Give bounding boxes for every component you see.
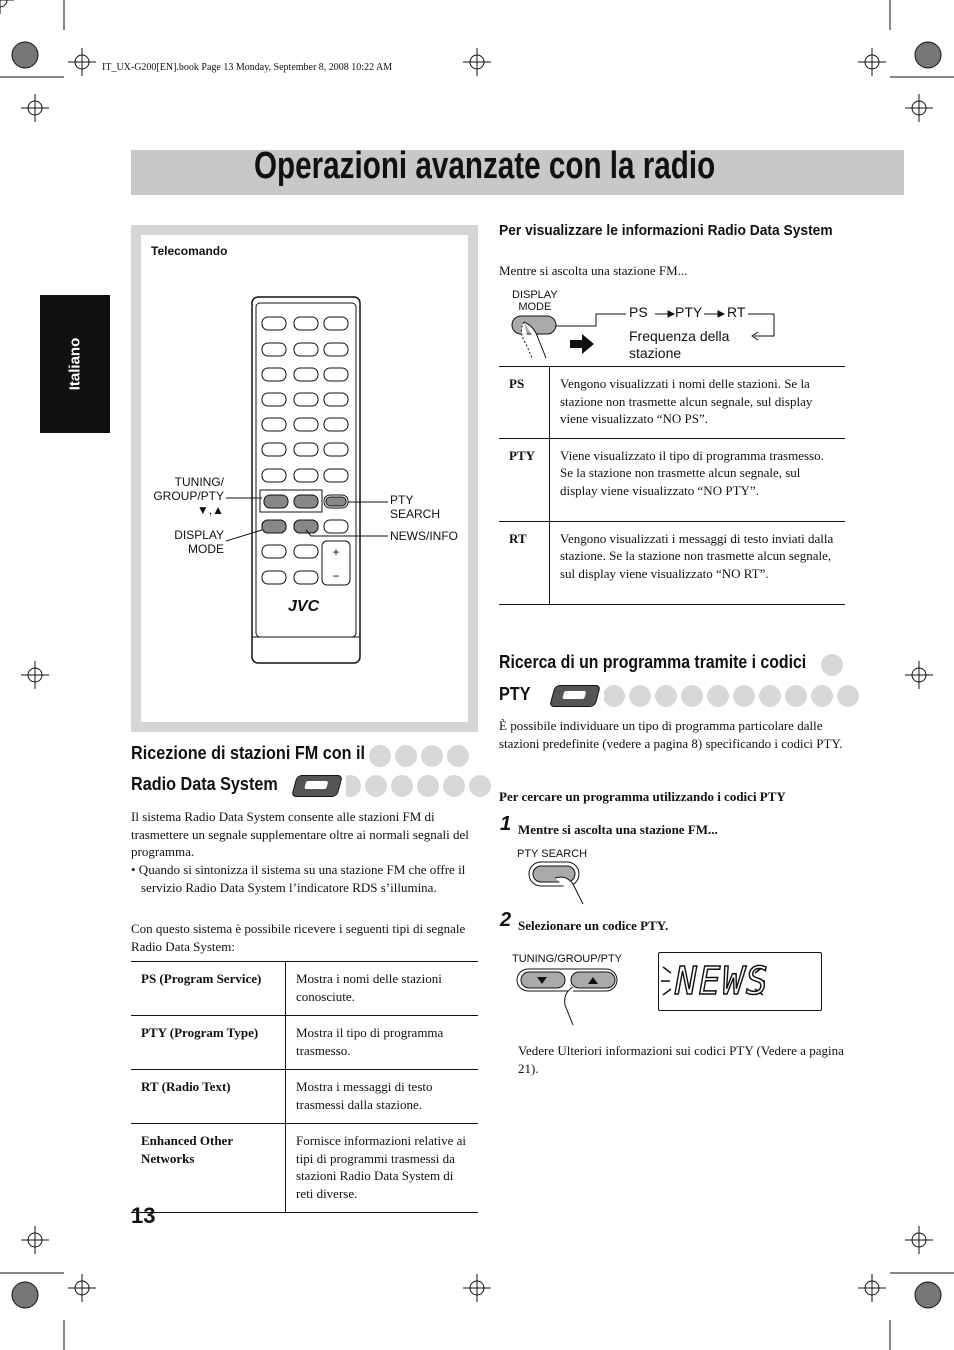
svg-text:−: −: [332, 569, 340, 583]
flow-rt: RT: [727, 304, 746, 320]
display-info-table: [499, 366, 845, 605]
remote-brand: JVC: [288, 598, 320, 615]
table-row: [131, 1070, 478, 1124]
heading-dots-3: [821, 654, 843, 676]
step2-text: Selezionare un codice PTY.: [518, 918, 669, 933]
callout-tuning: TUNING/ GROUP/PTY ▼,▲: [153, 475, 224, 517]
pty-search-label: PTY SEARCH: [517, 848, 588, 860]
table-term: PTY (Program Type): [131, 1016, 286, 1070]
table-term: PS: [499, 367, 550, 439]
flow-frequency: Frequenza della stazione: [629, 328, 730, 361]
table-row: [499, 521, 845, 604]
remote-only-icon: [291, 775, 343, 797]
step1-text: Mentre si ascolta una stazione FM...: [518, 822, 718, 837]
rds-para2: Con questo sistema è possibile ricevere i seguenti tipi di segnale Radio Data System:: [131, 921, 466, 954]
table-desc: Mostra il tipo di programma trasmesso.: [296, 1025, 444, 1058]
flow-ps: PS: [629, 304, 648, 320]
pty-heading-line1: Ricerca di un programma tramite i codici: [499, 652, 807, 672]
callout-news-info: NEWS/INFO: [390, 529, 458, 543]
pty-search-button-illustration: [525, 858, 595, 908]
table-term: Enhanced Other Networks: [131, 1124, 286, 1213]
rds-heading-line1: Ricezione di stazioni FM con il: [131, 743, 366, 763]
pty-intro: È possibile individuare un tipo di programma particolare dalle stazioni predefinite (vedere a pagina 8) specificando i codici PTY.: [499, 718, 843, 751]
rds-types-table: [131, 961, 478, 1213]
table-desc: Fornisce informazioni relative ai tipi di programmi trasmessi da stazioni Radio Data System di reti diverse.: [296, 1133, 467, 1201]
rds-heading-line2: Radio Data System: [131, 774, 278, 794]
step2-number: 2: [500, 909, 512, 931]
step1-number: 1: [500, 813, 512, 835]
heading-dots-1: [369, 745, 469, 767]
flow-pty: PTY: [675, 304, 703, 320]
callout-pty-search: PTY SEARCH: [390, 493, 441, 521]
display-intro: Mentre si ascolta una stazione FM...: [499, 263, 688, 278]
table-row: [131, 962, 478, 1016]
table-desc: Mostra i messaggi di testo trasmessi dalla stazione.: [296, 1079, 433, 1112]
language-tab: Italiano: [40, 295, 110, 433]
page-title: Operazioni avanzate con la radio: [254, 145, 716, 187]
table-row: [499, 367, 845, 439]
table-row: [131, 1124, 478, 1213]
callout-lines: [226, 490, 391, 550]
callout-display-mode: DISPLAY MODE: [174, 528, 224, 556]
table-term: RT (Radio Text): [131, 1070, 286, 1124]
table-desc: Vengono visualizzati i nomi delle stazioni. Se la stazione non trasmette alcun segnale, sul display viene visualizzato “NO PS”.: [560, 376, 813, 426]
table-desc: Vengono visualizzati i messaggi di testo inviati dalla stazione. Se la stazione non trasmette alcun segnale, sul display viene visualizzato “NO RT”.: [560, 530, 834, 581]
remote-only-icon: [549, 685, 601, 707]
table-row: [499, 438, 845, 521]
rds-para1: Il sistema Radio Data System consente alle stazioni FM di trasmettere un segnale supplementare oltre ai normali segnali del programma.: [131, 809, 469, 859]
pty-note: Vedere Ulteriori informazioni sui codici PTY (Vedere a pagina 21).: [518, 1043, 844, 1076]
file-header: IT_UX-G200[EN].book Page 13 Monday, September 8, 2008 10:22 AM: [102, 62, 393, 73]
tuning-buttons-illustration: [515, 965, 620, 1027]
rds-heading-line2-wrap: [131, 774, 346, 797]
pty-subhead: Per cercare un programma utilizzando i codici PTY: [499, 789, 786, 804]
display-mode-label: DISPLAY MODE: [512, 289, 558, 313]
table-term: RT: [499, 521, 550, 604]
lcd-text: NEWS: [675, 959, 770, 1003]
pty-heading-line2-wrap: [499, 684, 604, 707]
table-term: PS (Program Service): [131, 962, 286, 1016]
tuning-label: TUNING/GROUP/PTY: [512, 953, 623, 965]
table-desc: Mostra i nomi delle stazioni conosciute.: [296, 971, 442, 1004]
remote-label: Telecomando: [151, 244, 228, 258]
display-heading: Per visualizzare le informazioni Radio Data System: [499, 222, 833, 239]
page-number: 13: [131, 1203, 156, 1228]
rds-bullet: • Quando si sintonizza il sistema su una stazione FM che offre il servizio Radio Data System l’indicatore RDS s’illumina.: [131, 862, 466, 895]
table-desc: Viene visualizzato il tipo di programma trasmesso. Se la stazione non trasmette alcun segnale, sul display viene visualizzato “NO PTY”.: [560, 447, 824, 498]
lcd-display: [658, 952, 822, 1011]
pty-heading-line2: PTY: [499, 684, 531, 704]
svg-text:+: +: [332, 545, 340, 559]
table-term: PTY: [499, 438, 550, 521]
table-row: [131, 1016, 478, 1070]
